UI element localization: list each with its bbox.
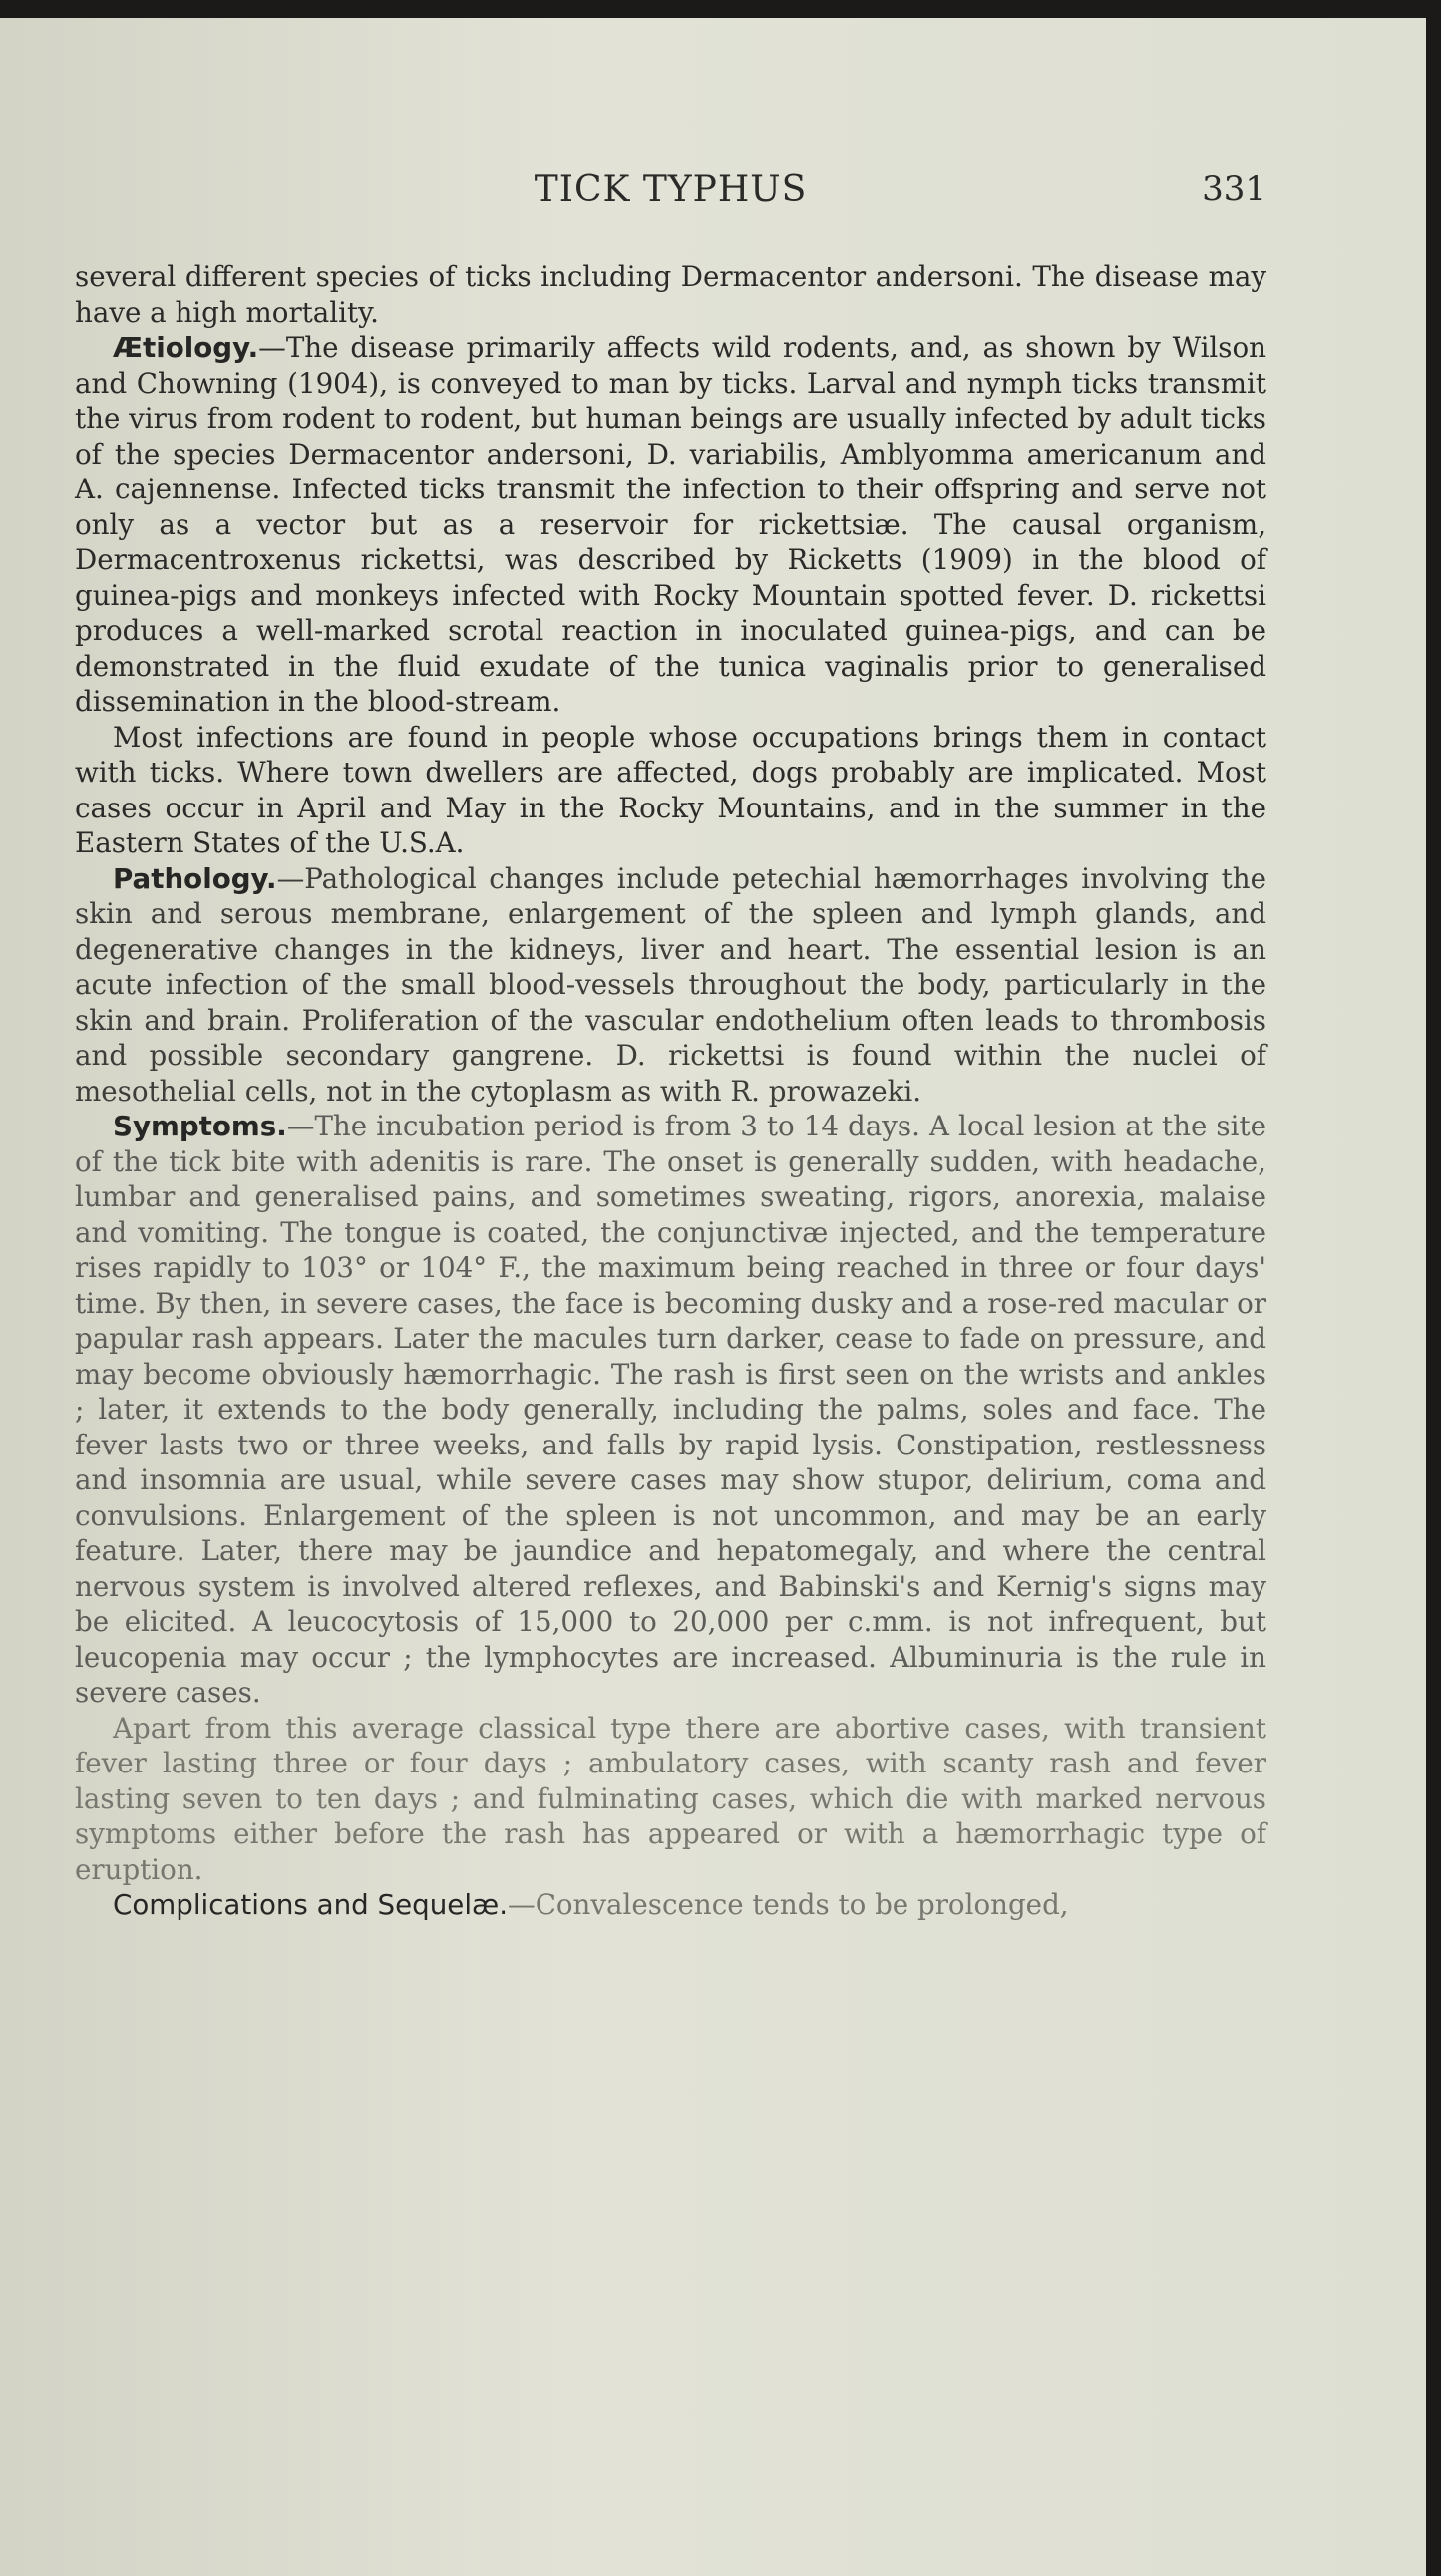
- section-heading-complications: Complications and Sequelæ.: [113, 1888, 508, 1921]
- paragraph-intro-text: several different species of ticks including Dermacentor andersoni. The disease may have a high mortality.: [75, 260, 1266, 329]
- paragraph-symptoms: [75, 1109, 1266, 1711]
- paragraph-occupations-text: Most infections are found in people whose occupations brings them in contact with ticks. Where town dwellers are affected, dogs probably are implicated. Most cases occur in April and May in the Rocky Mountains, and in the summer in the Eastern States of the U.S.A.: [75, 720, 1266, 859]
- book-page: [0, 18, 1426, 2576]
- paragraph-complications-text: —Convalescence tends to be prolonged,: [508, 1888, 1069, 1921]
- page-number: 331: [1202, 169, 1266, 209]
- paragraph-aetiology: [75, 330, 1266, 720]
- page-header: [75, 169, 1266, 229]
- paragraph-pathology: [75, 861, 1266, 1110]
- paragraph-occupations: [75, 720, 1266, 861]
- paragraph-intro: [75, 259, 1266, 330]
- body-text: [75, 259, 1266, 1923]
- section-heading-pathology: Pathology.: [113, 861, 277, 895]
- section-heading-symptoms: Symptoms.: [113, 1110, 287, 1142]
- paragraph-pathology-text: —Pathological changes include petechial hæmorrhages involving the skin and serous membrane, enlargement of the spleen and lymph glands, and degenerative changes in the kidneys, liver and heart. The essential lesion is an acute infection of the small blood-vessels throughout the body, particularly in the skin and brain. Proliferation of the vascular endothelium often leads to thrombosis and possible secondary gangrene. D. rickettsi is found within the nuclei of mesothelial cells, not in the cytoplasm as with R. prowazeki.: [75, 861, 1266, 1108]
- paragraph-variants-text: Apart from this average classical type there are abortive cases, with transient fever lasting three or four days ; ambulatory cases, with scanty rash and fever lasting seven to ten days ; and fulminating cases, which die with marked nervous symptoms either before the rash has appeared or with a hæmorrhagic type of eruption.: [75, 1711, 1266, 1886]
- paragraph-aetiology-text: —The disease primarily affects wild rodents, and, as shown by Wilson and Chowning (1904), is conveyed to man by ticks. Larval and nymph ticks transmit the virus from rodent to rodent, but human beings are usually infected by adult ticks of the species Dermacentor andersoni, D. variabilis, Amblyomma americanum and A. cajennense. Infected ticks transmit the infection to their offspring and serve not only as a vector but as a reservoir for rickettsiæ. The causal organism, Dermacentroxenus rickettsi, was described by Ricketts (1909) in the blood of guinea-pigs and monkeys infected with Rocky Mountain spotted fever. D. rickettsi produces a well-marked scrotal reaction in inoculated guinea-pigs, and can be demonstrated in the fluid exudate of the tunica vaginalis prior to generalised dissemination in the blood-stream.: [75, 331, 1266, 718]
- section-heading-aetiology: Ætiology.: [113, 331, 259, 364]
- running-head: TICK TYPHUS: [534, 169, 808, 210]
- paragraph-variants: [75, 1711, 1266, 1888]
- paragraph-symptoms-text: —The incubation period is from 3 to 14 days. A local lesion at the site of the tick bite with adenitis is rare. The onset is generally sudden, with headache, lumbar and generalised pains, and sometimes sweating, rigors, anorexia, malaise and vomiting. The tongue is coated, the conjunctivæ injected, and the temperature rises rapidly to 103° or 104° F., the maximum being reached in three or four days' time. By then, in severe cases, the face is becoming dusky and a rose-red macular or papular rash appears. Later the macules turn darker, cease to fade on pressure, and may become obviously hæmorrhagic. The rash is first seen on the wrists and ankles ; later, it extends to the body generally, including the palms, soles and face. The fever lasts two or three weeks, and falls by rapid lysis. Constipation, restlessness and insomnia are usual, while severe cases may show stupor, delirium, coma and convulsions. Enlargement of the spleen is not uncommon, and may be an early feature. Later, there may be jaundice and hepatomegaly, and where the central nervous system is involved altered reflexes, and Babinski's and Kernig's signs may be elicited. A leucocytosis of 15,000 to 20,000 per c.mm. is not infrequent, but leucopenia may occur ; the lymphocytes are increased. Albuminuria is the rule in severe cases.: [75, 1110, 1266, 1709]
- paragraph-complications: [75, 1887, 1266, 1923]
